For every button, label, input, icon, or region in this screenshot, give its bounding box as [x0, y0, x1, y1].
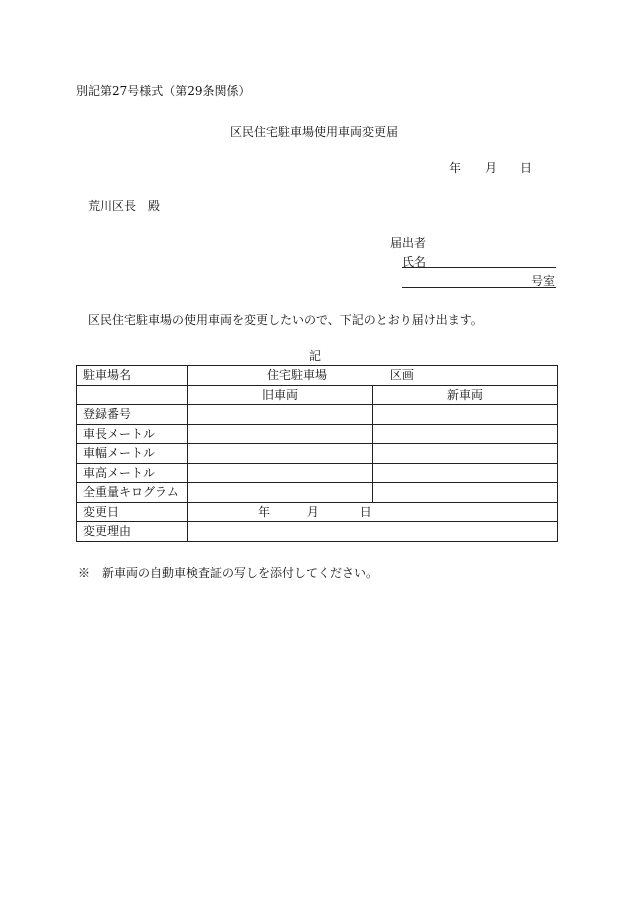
change-date-cell [188, 502, 558, 522]
registration-number-label: 登録番号 [77, 405, 188, 425]
note: ※ 新車両の自動車検査証の写しを添付してください。 [78, 566, 379, 580]
parking-name-value: 住宅駐車場 [267, 368, 328, 383]
new-value-cell [373, 444, 558, 464]
change-reason-label: 変更理由 [77, 522, 188, 542]
page-title: 区民住宅駐車場使用車両変更届 [230, 125, 399, 139]
change-date-year: 年 [258, 504, 271, 519]
change-date-day: 日 [359, 504, 372, 519]
blank-cell [77, 385, 188, 405]
new-value-cell [373, 424, 558, 444]
length-label: 車長メートル [77, 424, 188, 444]
table-row [77, 385, 558, 405]
old-value-cell [188, 444, 373, 464]
table-row [77, 522, 558, 542]
new-value-cell [373, 483, 558, 503]
height-label: 車高メートル [77, 463, 188, 483]
width-label: 車幅メートル [77, 444, 188, 464]
weight-label: 全重量キログラム [77, 483, 188, 503]
room-underline [402, 287, 556, 288]
old-vehicle-header: 旧車両 [188, 385, 373, 405]
change-reason-cell [188, 522, 558, 542]
statement: 区民住宅駐車場の使用車両を変更したいので、下記のとおり届け出ます。 [88, 313, 483, 327]
table-row [77, 424, 558, 444]
old-value-cell [188, 463, 373, 483]
name-underline [402, 267, 556, 268]
table-row [77, 483, 558, 503]
name-label: 氏名 [402, 255, 427, 269]
table-row [77, 405, 558, 425]
new-value-cell [373, 405, 558, 425]
change-date-month: 月 [306, 504, 319, 519]
parking-name-label: 駐車場名 [77, 366, 188, 386]
table-row [77, 502, 558, 522]
addressee: 荒川区長 殿 [88, 199, 161, 213]
date-year: 年 [449, 161, 462, 175]
section-label: 区画 [389, 368, 414, 383]
old-value-cell [188, 405, 373, 425]
old-value-cell [188, 483, 373, 503]
form-id: 別記第27号様式（第29条関係） [76, 84, 251, 98]
date-day: 日 [520, 161, 533, 175]
ki-heading: 記 [309, 349, 322, 363]
vehicle-change-table [76, 365, 558, 542]
new-value-cell [373, 463, 558, 483]
table-row [77, 463, 558, 483]
new-vehicle-header: 新車両 [373, 385, 558, 405]
old-value-cell [188, 424, 373, 444]
parking-name-cell [188, 366, 558, 386]
date-month: 月 [485, 161, 498, 175]
room-label: 号室 [531, 274, 556, 288]
change-date-label: 変更日 [77, 502, 188, 522]
applicant-label: 届出者 [390, 236, 427, 250]
table-row [77, 366, 558, 386]
table-row [77, 444, 558, 464]
